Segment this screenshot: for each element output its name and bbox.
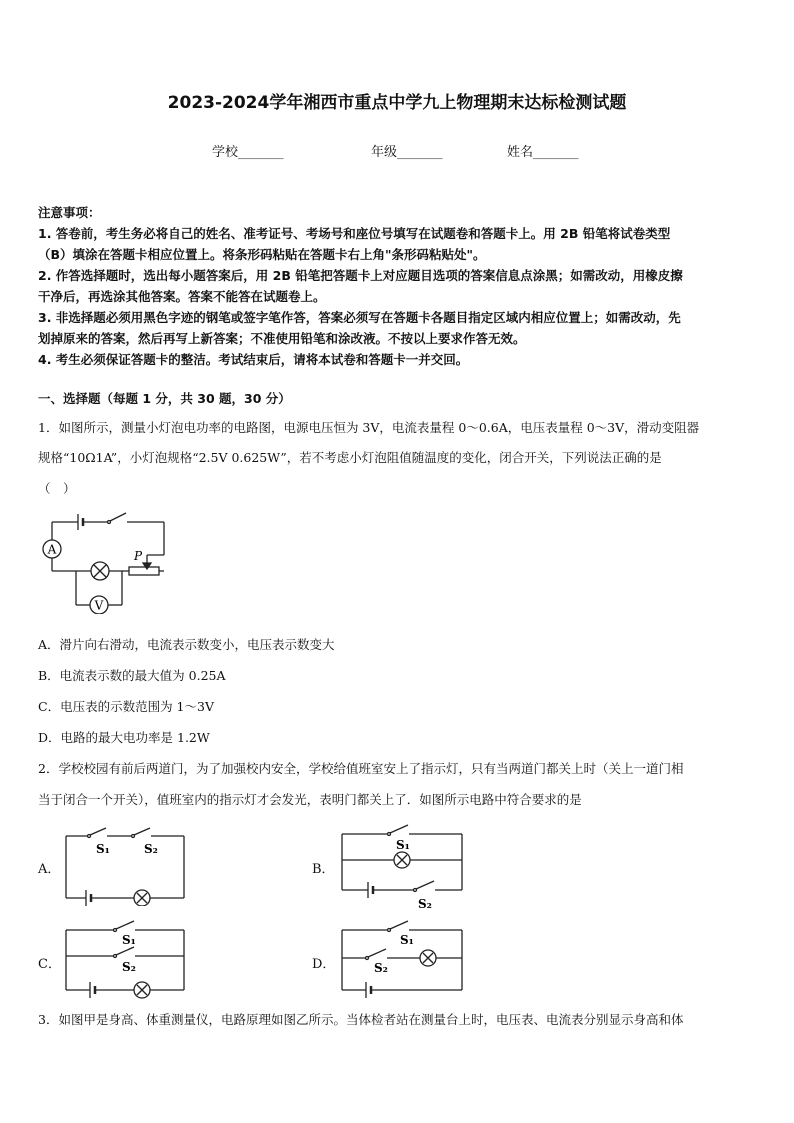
q2-stem: 2．学校校园有前后两道门，为了加强校内安全，学校给值班室安上了指示灯，只有当两道门都关上时（关上一道门相 bbox=[38, 761, 684, 776]
switch-label: S₂ bbox=[122, 960, 136, 974]
switch-label: S₂ bbox=[418, 897, 432, 911]
grade-field: 年级_______ bbox=[371, 145, 443, 160]
q2-circuit-b bbox=[336, 822, 466, 912]
q1-stem: 规格“10Ω1A”，小灯泡规格“2.5V 0.625W”，若不考虑小灯泡阻值随温度的变化，闭合开关，下列说法正确的是 bbox=[38, 450, 662, 465]
notice-line: 3. 非选择题必须用黑色字迹的钢笔或签字笔作答，答案必须写在答题卡各题目指定区域内相应位置上；如需改动，先 bbox=[38, 310, 681, 325]
notice-heading: 注意事项： bbox=[38, 205, 101, 220]
notice-line: 划掉原来的答案，然后再写上新答案；不准使用铅笔和涂改液。不按以上要求作答无效。 bbox=[38, 331, 526, 346]
q2-option-b-label: B． bbox=[312, 862, 335, 877]
notice-line: 干净后，再选涂其他答案。答案不能答在试题卷上。 bbox=[38, 289, 326, 304]
switch-label: S₁ bbox=[96, 842, 110, 856]
q2-option-c-label: C． bbox=[38, 957, 61, 972]
q1-stem: 1．如图所示，测量小灯泡电功率的电路图，电源电压恒为 3V，电流表量程 0～0.6A，电压表量程 0～3V，滑动变阻器 bbox=[38, 420, 700, 435]
ammeter-label: A bbox=[47, 542, 57, 557]
page-title: 2023-2024学年湘西市重点中学九上物理期末达标检测试题 bbox=[167, 93, 627, 113]
slider-label: P bbox=[134, 549, 143, 563]
switch-label: S₁ bbox=[396, 838, 410, 852]
q1-stem: （ ） bbox=[38, 481, 76, 496]
notice-line: 4. 考生必须保证答题卡的整洁。考试结束后，请将本试卷和答题卡一并交回。 bbox=[38, 352, 469, 367]
notice-line: 2. 作答选择题时，选出每小题答案后，用 2B 铅笔把答题卡上对应题目选项的答案信息点涂黑；如需改动，用橡皮擦 bbox=[38, 268, 683, 283]
q1-circuit-diagram bbox=[36, 508, 176, 614]
q3-stem: 3．如图甲是身高、体重测量仪，电路原理如图乙所示。当体检者站在测量台上时，电压表、电流表分别显示身高和体 bbox=[38, 1012, 684, 1027]
notice-line: 1. 答卷前，考生务必将自己的姓名、准考证号、考场号和座位号填写在试题卷和答题卡上。用 2B 铅笔将试卷类型 bbox=[38, 226, 671, 241]
q1-option-d: D．电路的最大电功率是 1.2W bbox=[38, 730, 210, 745]
q2-circuit-d bbox=[336, 918, 466, 1004]
q2-stem: 当于闭合一个开关），值班室内的指示灯才会发光，表明门都关上了．如图所示电路中符合要求的是 bbox=[38, 792, 582, 807]
section-heading: 一、选择题（每题 1 分，共 30 题，30 分） bbox=[38, 391, 291, 406]
switch-label: S₂ bbox=[374, 961, 388, 975]
q1-option-a: A．滑片向右滑动，电流表示数变小，电压表示数变大 bbox=[38, 637, 335, 652]
q1-option-c: C．电压表的示数范围为 1～3V bbox=[38, 699, 214, 714]
switch-label: S₁ bbox=[122, 933, 136, 947]
switch-label: S₁ bbox=[400, 933, 414, 947]
name-field: 姓名_______ bbox=[507, 145, 579, 160]
q2-option-a-label: A． bbox=[38, 862, 61, 877]
q2-circuit-c bbox=[60, 918, 190, 1004]
voltmeter-label: V bbox=[94, 598, 104, 613]
switch-label: S₂ bbox=[144, 842, 158, 856]
school-field: 学校_______ bbox=[212, 145, 284, 160]
q2-circuit-a bbox=[60, 826, 190, 906]
notice-line: （B）填涂在答题卡相应位置上。将条形码粘贴在答题卡右上角"条形码粘贴处"。 bbox=[38, 247, 486, 262]
q1-option-b: B．电流表示数的最大值为 0.25A bbox=[38, 668, 226, 683]
q2-option-d-label: D． bbox=[312, 957, 336, 972]
